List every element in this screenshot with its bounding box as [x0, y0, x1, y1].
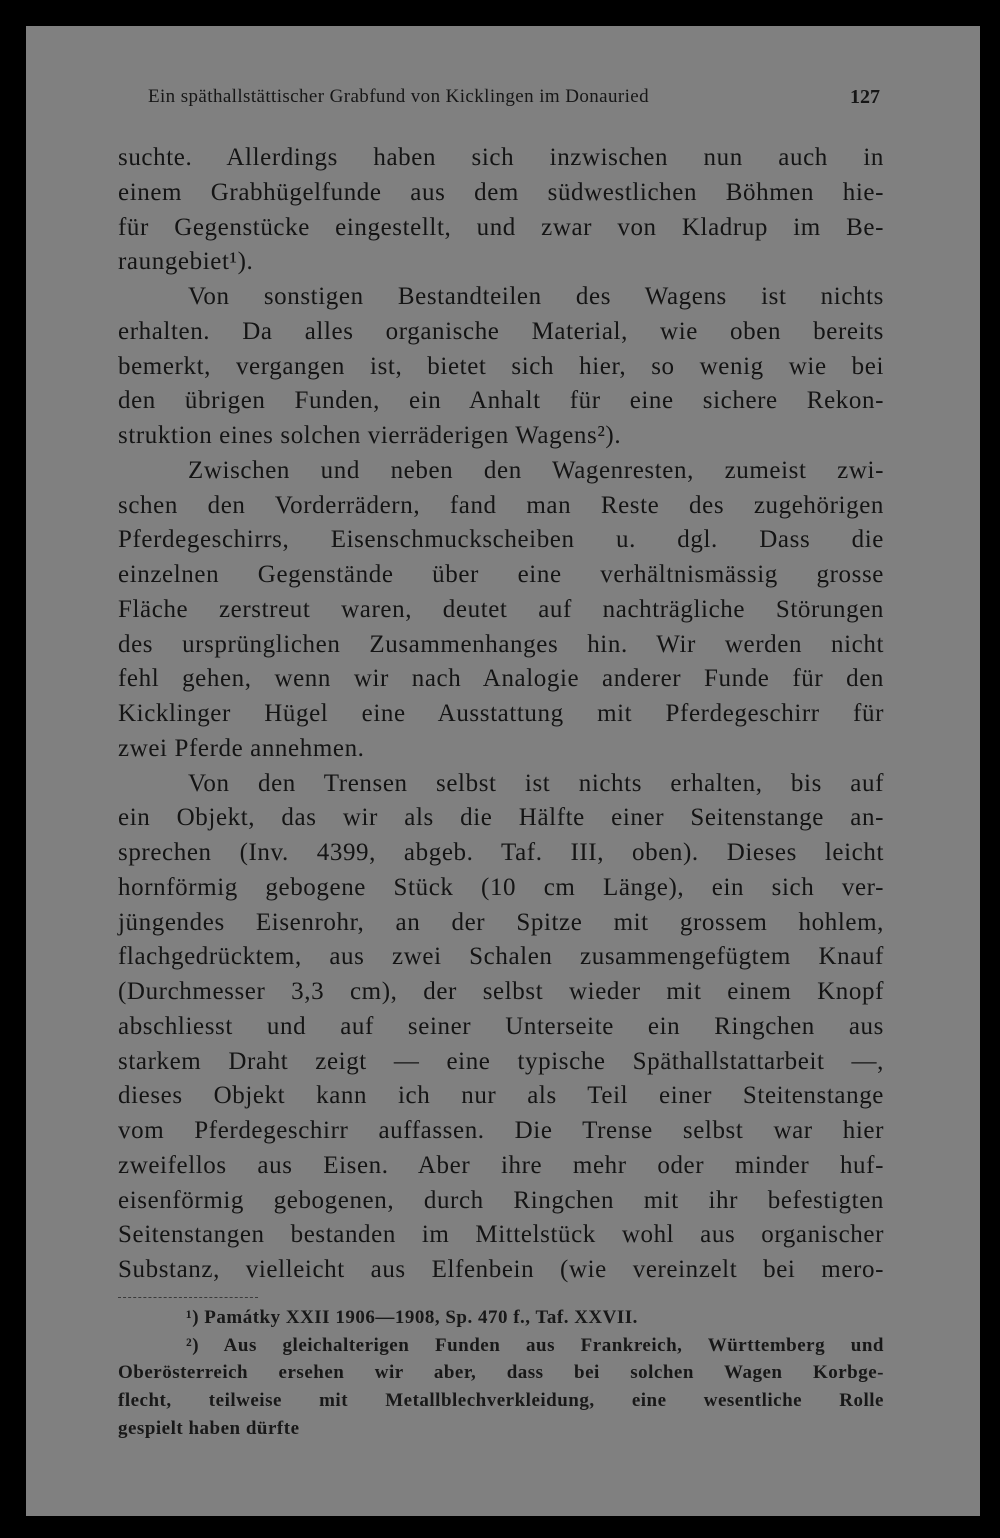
body-line: Kicklinger Hügel eine Ausstattung mit Pferdegeschirr für: [118, 700, 884, 727]
body-line: dieses Objekt kann ich nur als Teil einer Steitenstange: [118, 1082, 884, 1110]
body-line: abschliesst und auf seiner Unterseite ein Ringchen aus: [118, 1012, 884, 1040]
body-line: Von sonstigen Bestandteilen des Wagens ist nichts: [188, 283, 884, 310]
running-head: [120, 86, 880, 116]
body-line: sprechen (Inv. 4399, abgeb. Taf. III, oben). Dieses leicht: [118, 839, 884, 866]
footnote-rule: [118, 1297, 258, 1298]
body-line: einem Grabhügelfunde aus dem südwestlichen Böhmen hie-: [118, 178, 884, 206]
body-line: jüngendes Eisenrohr, an der Spitze mit grossem hohlem,: [118, 908, 884, 936]
body-line: Seitenstangen bestanden im Mittelstück wohl aus organischer: [118, 1221, 884, 1249]
body-line: erhalten. Da alles organische Material, wie oben bereits: [118, 317, 884, 345]
footnotes: [118, 1304, 884, 1442]
body-line: zwei Pferde annehmen.: [118, 734, 365, 762]
body-line: ein Objekt, das wir als die Hälfte einer Seitenstange an-: [118, 804, 884, 832]
body-line: schen den Vorderrädern, fand man Reste des zugehörigen: [118, 491, 884, 519]
body-line: flachgedrücktem, aus zwei Schalen zusammengefügtem Knauf: [118, 943, 884, 971]
body-line: hornförmig gebogene Stück (10 cm Länge), ein sich ver-: [118, 873, 884, 901]
body-line: suchte. Allerdings haben sich inzwischen nun auch in: [118, 144, 884, 171]
footnote-line: flecht, teilweise mit Metallblechverkleidung, eine wesentliche Rolle: [118, 1390, 884, 1412]
body-line: Zwischen und neben den Wagenresten, zumeist zwi-: [188, 456, 884, 484]
body-line: (Durchmesser 3,3 cm), der selbst wieder mit einem Knopf: [118, 978, 884, 1005]
footnote-line: ²) Aus gleichalterigen Funden aus Frankreich, Württemberg und: [186, 1334, 884, 1356]
body-line: bemerkt, vergangen ist, bietet sich hier, so wenig wie bei: [118, 352, 884, 380]
body-line: eisenförmig gebogenen, durch Ringchen mit ihr befestigten: [118, 1186, 884, 1214]
body-line: zweifellos aus Eisen. Aber ihre mehr oder minder huf-: [118, 1151, 884, 1179]
body-line: für Gegenstücke eingestellt, und zwar von Kladrup im Be-: [118, 213, 884, 241]
footnote-line: ¹) Památky XXII 1906—1908, Sp. 470 f., Taf. XXVII.: [186, 1307, 638, 1328]
body-line: vom Pferdegeschirr auffassen. Die Trense selbst war hier: [118, 1117, 884, 1144]
body-line: starkem Draht zeigt — eine typische Späthallstattarbeit —,: [118, 1047, 884, 1075]
body-line: struktion eines solchen vierräderigen Wagens²).: [118, 422, 622, 449]
body-line: den übrigen Funden, ein Anhalt für eine sichere Rekon-: [118, 387, 884, 415]
body-line: des ursprünglichen Zusammenhanges hin. Wir werden nicht: [118, 630, 884, 658]
running-title: Ein späthallstättischer Grabfund von Kicklingen im Donauried: [148, 86, 649, 107]
body-line: einzelnen Gegenstände über eine verhältnismässig grosse: [118, 561, 884, 588]
body-line: Von den Trensen selbst ist nichts erhalten, bis auf: [188, 769, 884, 797]
body-line: Substanz, vielleicht aus Elfenbein (wie vereinzelt bei mero-: [118, 1256, 884, 1283]
page-number: 127: [850, 86, 880, 108]
body-line: fehl gehen, wenn wir nach Analogie anderer Funde für den: [118, 665, 884, 693]
body-line: Fläche zerstreut waren, deutet auf nachträgliche Störungen: [118, 595, 884, 623]
footnote-line: gespielt haben dürfte: [118, 1417, 300, 1439]
body-line: raungebiet¹).: [118, 248, 254, 276]
footnote-line: Oberösterreich ersehen wir aber, dass bei solchen Wagen Korbge-: [118, 1362, 884, 1384]
body-text: [118, 141, 884, 1288]
body-line: Pferdegeschirrs, Eisenschmuckscheiben u. dgl. Dass die: [118, 526, 884, 554]
